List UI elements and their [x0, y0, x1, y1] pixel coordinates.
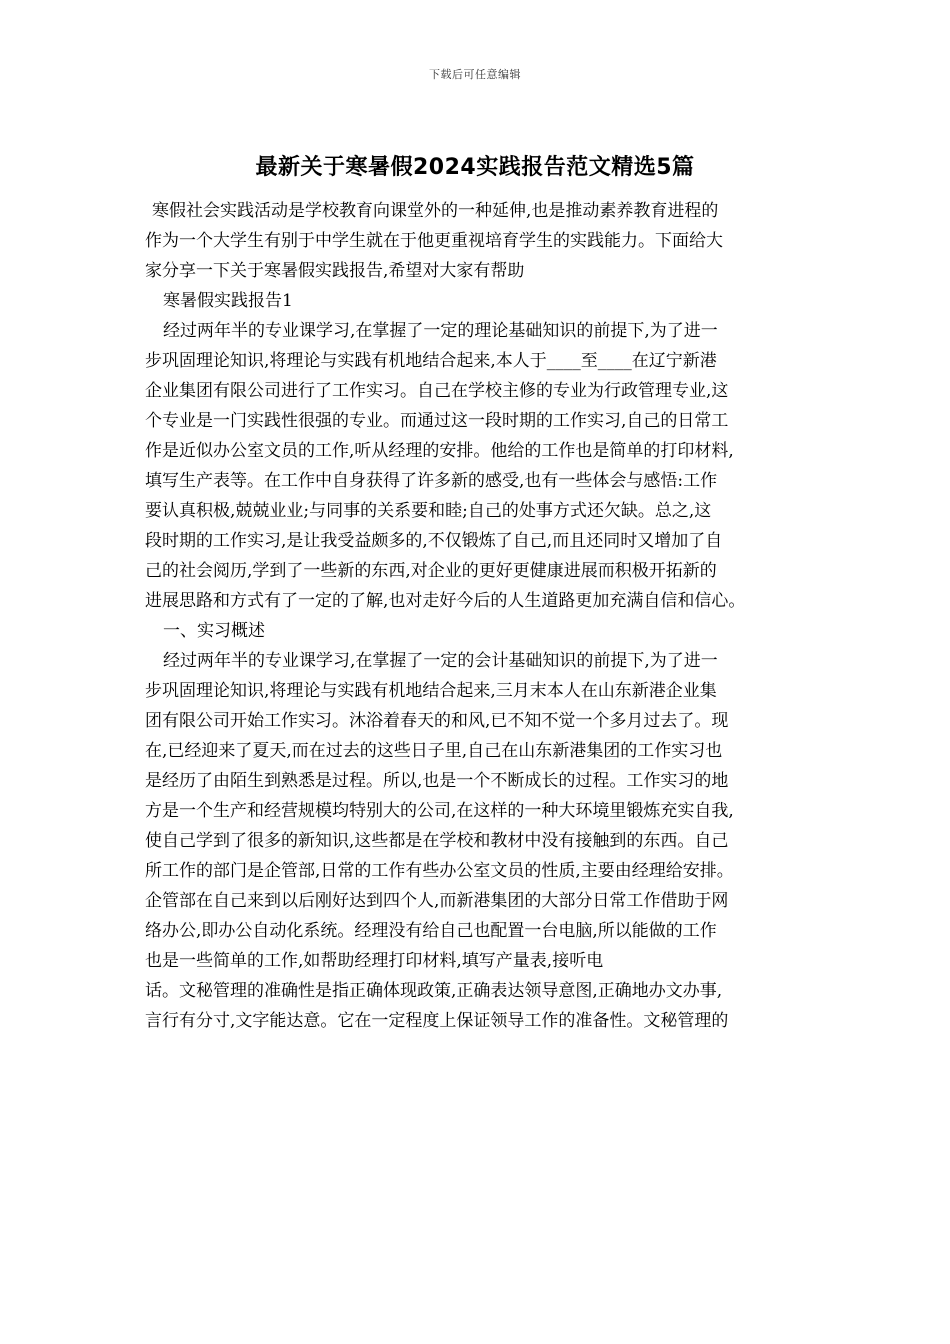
body-line: 团有限公司开始工作实习。沐浴着春天的和风,已不知不觉一个多月过去了。现: [145, 711, 729, 731]
body-line: 络办公,即办公自动化系统。经理没有给自己也配置一台电脑,所以能做的工作: [145, 921, 717, 941]
body-line: 也是一些简单的工作,如帮助经理打印材料,填写产量表,接听电: [145, 951, 604, 971]
body-line: 己的社会阅历,学到了一些新的东西,对企业的更好更健康进展而积极开拓新的: [145, 561, 717, 581]
body-line: 言行有分寸,文字能达意。它在一定程度上保证领导工作的准备性。文秘管理的: [145, 1011, 729, 1031]
section-heading: 寒暑假实践报告1: [163, 291, 293, 311]
body-line: 话。文秘管理的准确性是指正确体现政策,正确表达领导意图,正确地办文办事,: [145, 981, 723, 1001]
body-line: 个专业是一门实践性很强的专业。而通过这一段时期的工作实习,自己的日常工: [145, 411, 729, 431]
body-line: 填写生产表等。在工作中自身获得了许多新的感受,也有一些体会与感悟:工作: [145, 471, 718, 491]
body-line: 段时期的工作实习,是让我受益颇多的,不仅锻炼了自己,而且还同时又增加了自: [145, 531, 723, 551]
header-note: 下载后可任意编辑: [429, 68, 521, 81]
body-line: 寒假社会实践活动是学校教育向课堂外的一种延伸,也是推动素养教育进程的: [152, 201, 719, 221]
body-line: 使自己学到了很多的新知识,这些都是在学校和教材中没有接触到的东西。自己: [145, 831, 729, 851]
document-title: 最新关于寒暑假2024实践报告范文精选5篇: [255, 155, 695, 180]
body-line: 经过两年半的专业课学习,在掌握了一定的理论基础知识的前提下,为了进一: [163, 321, 718, 341]
body-line: 要认真积极,兢兢业业;与同事的关系要和睦;自己的处事方式还欠缺。总之,这: [145, 501, 712, 521]
body-line: 是经历了由陌生到熟悉是过程。所以,也是一个不断成长的过程。工作实习的地: [145, 771, 729, 791]
document-body: [145, 196, 807, 1036]
section-heading: 一、实习概述: [163, 621, 265, 641]
body-line: 家分享一下关于寒暑假实践报告,希望对大家有帮助: [145, 261, 525, 281]
body-line: 所工作的部门是企管部,日常的工作有些办公室文员的性质,主要由经理给安排。: [145, 861, 734, 881]
body-line: 步巩固理论知识,将理论与实践有机地结合起来,三月末本人在山东新港企业集: [145, 681, 717, 701]
body-line: 进展思路和方式有了一定的了解,也对走好今后的人生道路更加充满自信和信心。: [145, 591, 746, 611]
body-line: 在,已经迎来了夏天,而在过去的这些日子里,自己在山东新港集团的工作实习也: [145, 741, 723, 761]
body-line: 步巩固理论知识,将理论与实践有机地结合起来,本人于____至____在辽宁新港: [145, 351, 717, 371]
body-line: 企业集团有限公司进行了工作实习。自己在学校主修的专业为行政管理专业,这: [145, 381, 729, 401]
body-line: 作为一个大学生有别于中学生就在于他更重视培育学生的实践能力。下面给大: [145, 231, 723, 251]
body-line: 方是一个生产和经营规模均特别大的公司,在这样的一种大环境里锻炼充实自我,: [145, 801, 734, 821]
body-line: 经过两年半的专业课学习,在掌握了一定的会计基础知识的前提下,为了进一: [163, 651, 718, 671]
body-line: 作是近似办公室文员的工作,听从经理的安排。他给的工作也是简单的打印材料,: [145, 441, 734, 461]
body-line: 企管部在自己来到以后刚好达到四个人,而新港集团的大部分日常工作借助于网: [145, 891, 729, 911]
